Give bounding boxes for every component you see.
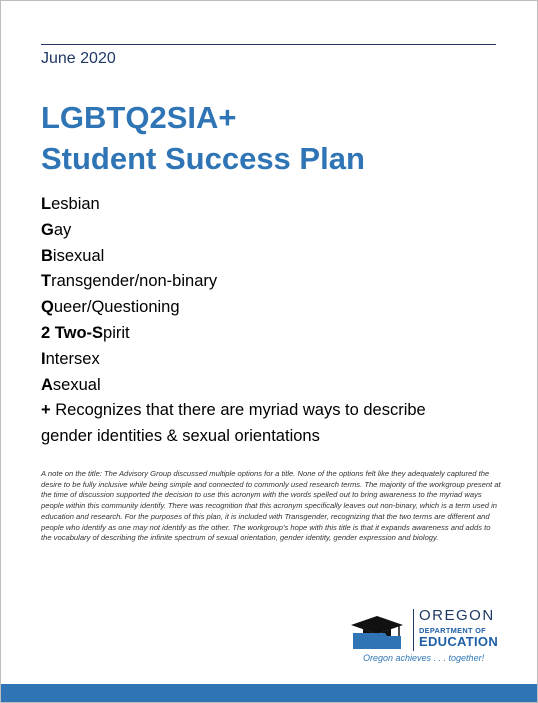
title-line-2: Student Success Plan	[41, 141, 365, 176]
logo-department: DEPARTMENT OF	[419, 626, 486, 635]
header-rule	[41, 44, 496, 45]
logo-education: EDUCATION	[419, 634, 499, 649]
acronym-item: Gay	[41, 220, 72, 239]
title-line-1: LGBTQ2SIA+	[41, 100, 237, 135]
acronym-item: Transgender/non-binary	[41, 272, 218, 291]
acronym-item: Intersex	[41, 349, 100, 368]
logo-divider	[413, 609, 414, 651]
publication-date: June 2020	[41, 50, 116, 67]
graduation-cap-oregon-icon	[347, 611, 407, 651]
acronym-item: Queer/Questioning	[41, 298, 180, 317]
acronym-item: Asexual	[41, 375, 101, 394]
ode-logo	[347, 607, 507, 667]
title-note: A note on the title: The Advisory Group discussed multiple options for a title. None of the options felt like they adequately captured the desire to be fully inclusive while being simple and connected to commonly used research terms. The majority of the workgroup present at the time of discussion supported the decision to use this acronym with the words spelled out to bring awareness to the myriad ways people within this community identify. There was recognition that this acronym specifically leaves out non-binary, which is a term used in education and research. For the purposes of this plan, it is included with Transgender, recognizing that the two terms are different and people who identify as one may not identify as the other. The workgroup's hope with this title is that it expands awareness and adds to the vocabulary of describing the infinite spectrum of sexual orientation, gender identity, gender expression and biology.	[41, 469, 501, 543]
acronym-plus-item: + Recognizes that there are myriad ways to describe gender identities & sexual orientations	[41, 401, 426, 446]
acronym-item: 2 Two-Spirit	[41, 323, 130, 342]
footer-bar	[1, 684, 537, 702]
document-title	[41, 97, 365, 179]
acronym-item: Lesbian	[41, 195, 100, 213]
logo-oregon: OREGON	[419, 607, 495, 624]
acronym-item: Bisexual	[41, 246, 105, 265]
logo-tagline: Oregon achieves . . . together!	[363, 653, 485, 663]
acronym-list	[41, 192, 511, 450]
